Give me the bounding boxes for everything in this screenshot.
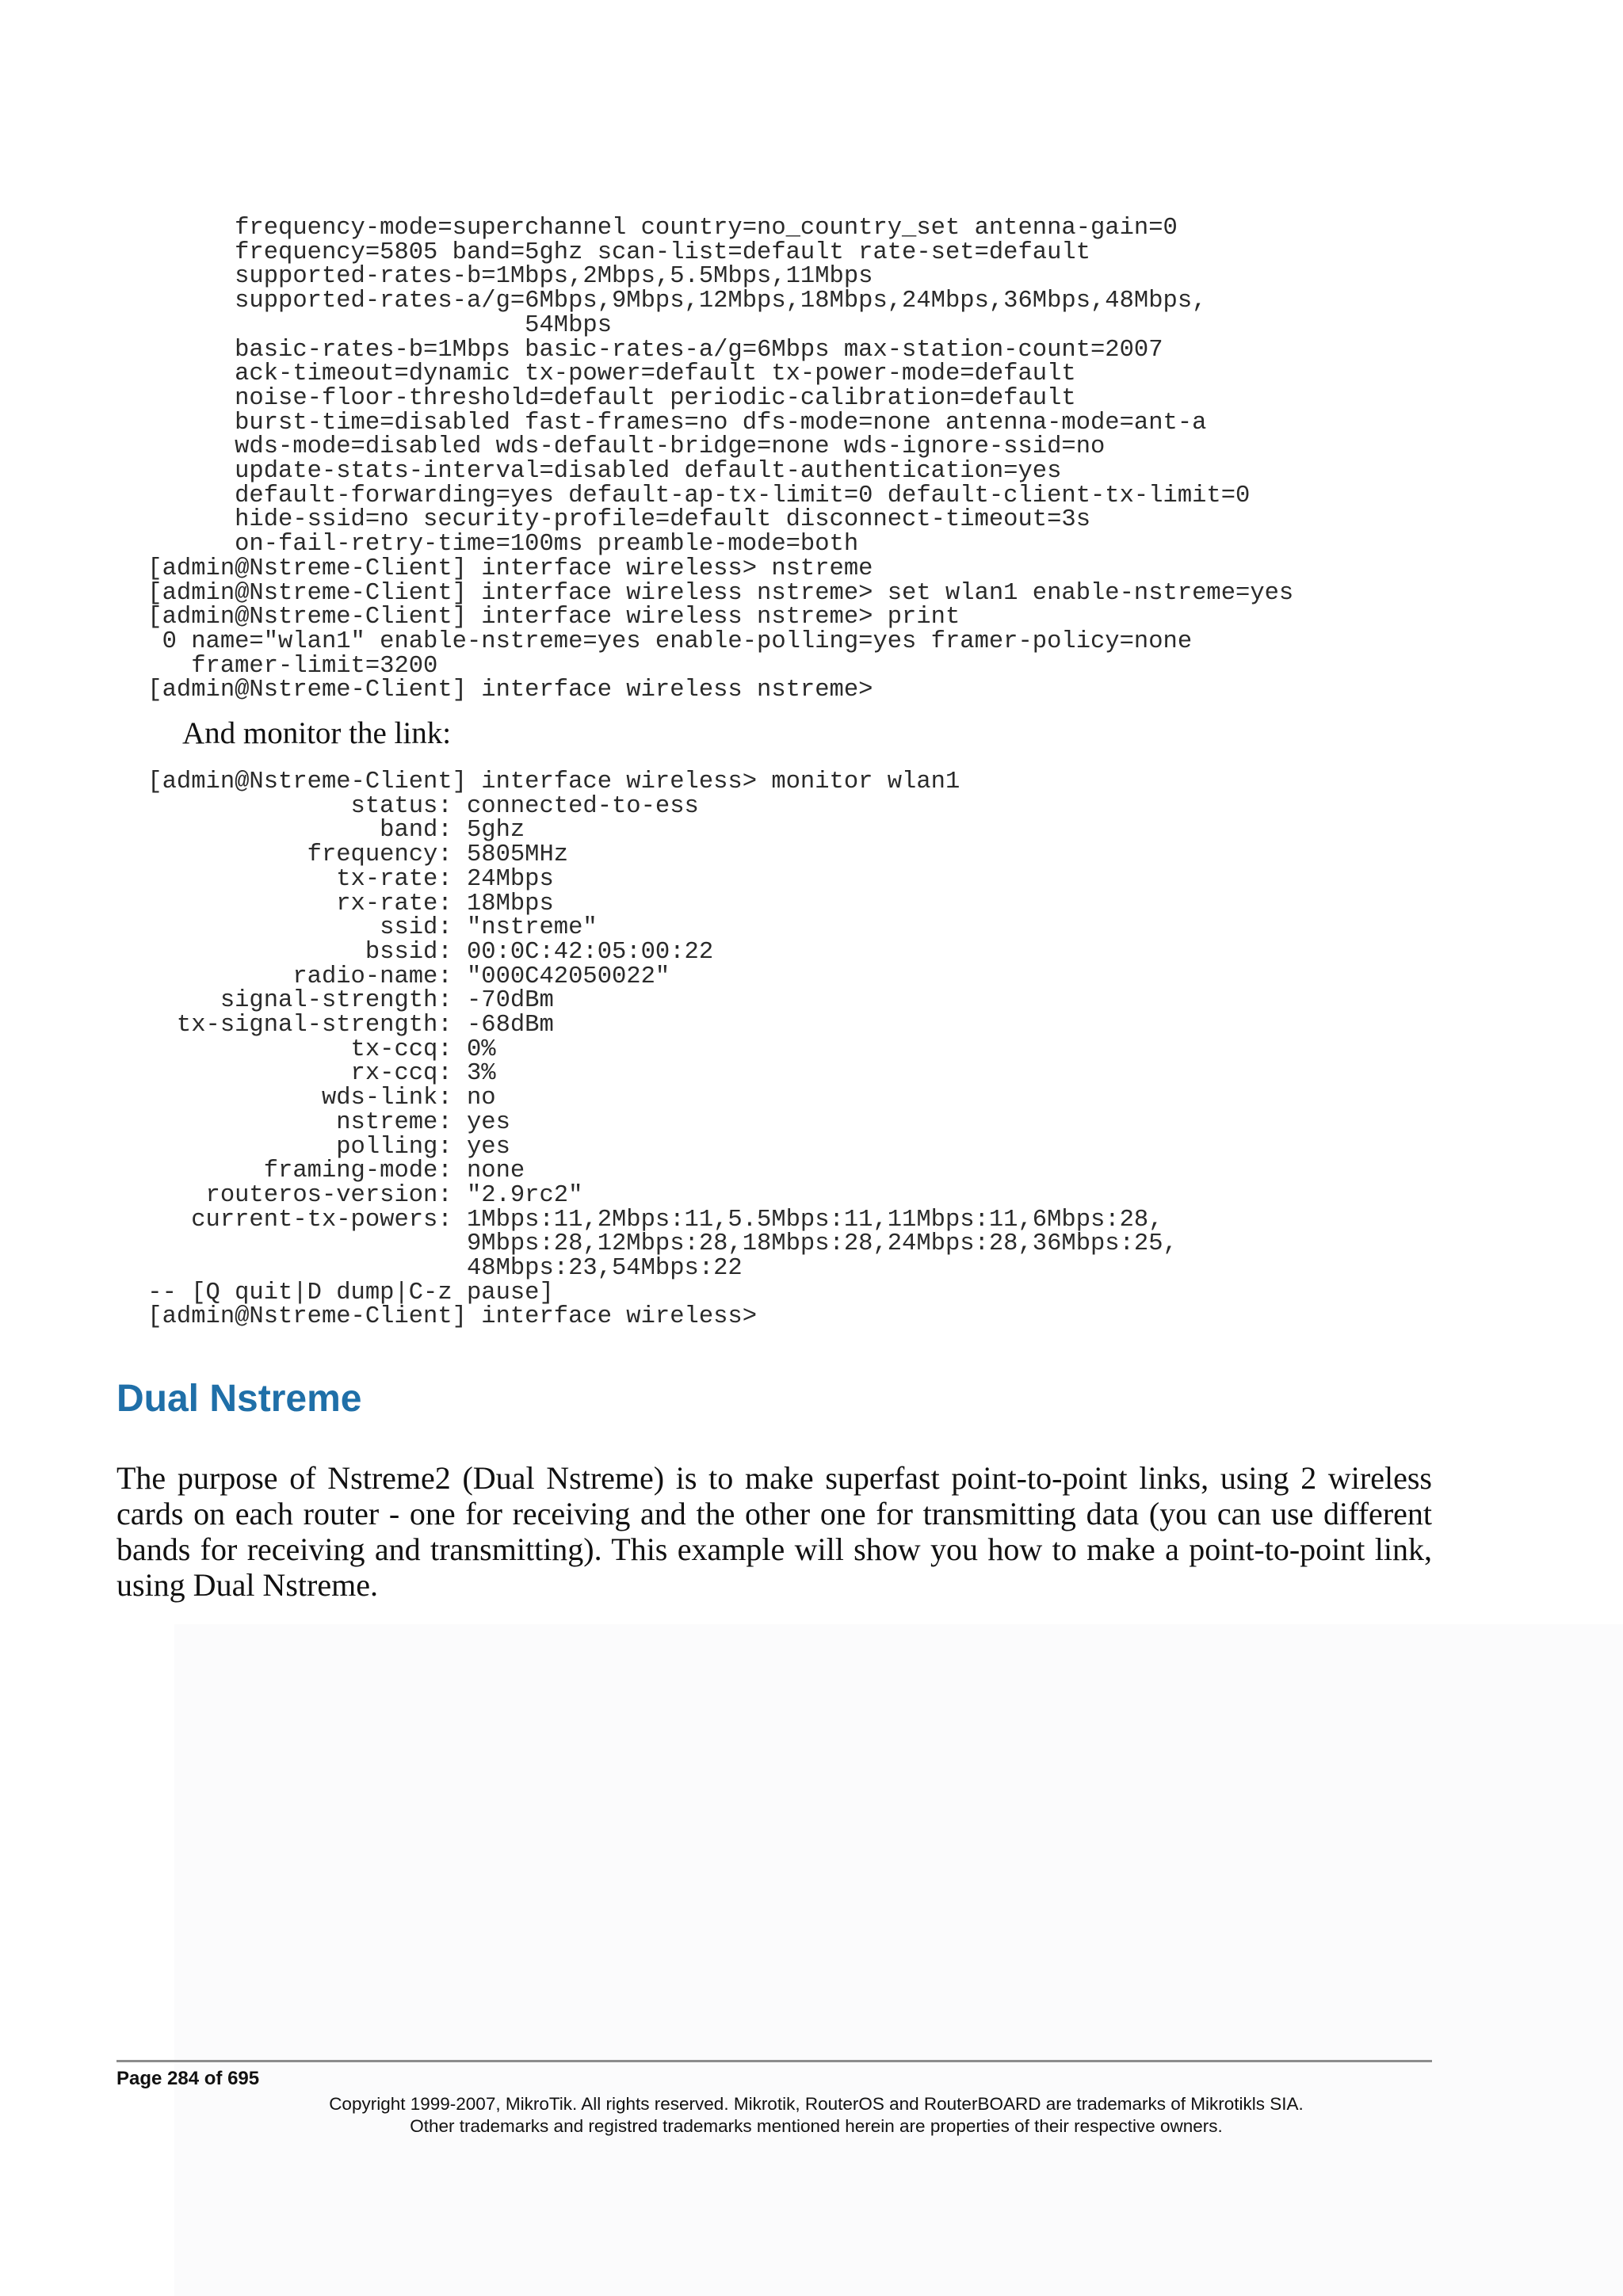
copyright-line-1: Copyright 1999-2007, MikroTik. All rights reserved. Mikrotik, RouterOS and RouterBOARD are trademarks of Mikrotikls SIA. [329,2094,1304,2114]
page-background-shade [174,1624,1623,2296]
page-number: Page 284 of 695 [116,2068,260,2089]
section-heading-dual-nstreme: Dual Nstreme [116,1378,362,1420]
terminal-output-config: frequency-mode=superchannel country=no_country_set antenna-gain=0 frequency=5805 band=5ghz scan-list=default rate-set=default supported-rates-b=1Mbps,2Mbps,5.5Mbps,11Mbps supported-rates-a/g=6Mbps,9Mbps,12Mbps,18Mbps,24Mbps,36Mbps,48Mbps, 54Mbps basic-rates-b=1Mbps basic-rates-a/g=6Mbps max-station-count=2007 ack-timeout=dynamic tx-power=default tx-power-mode=default noise-floor-threshold=default periodic-calibration=default burst-time=disabled fast-frames=no dfs-mode=none antenna-mode=ant-a wds-mode=disabled wds-default-bridge=none wds-ignore-ssid=no update-stats-interval=disabled default-authentication=yes default-forwarding=yes default-ap-tx-limit=0 default-client-tx-limit=0 hide-ssid=no security-profile=default disconnect-timeout=3s on-fail-retry-time=100ms preamble-mode=both [admin@Nstreme-Client] interface wireless> nstreme [admin@Nstreme-Client] interface wireless nstreme> set wlan1 enable-nstreme=yes [admin@Nstreme-Client] interface wireless nstreme> print 0 name="wlan1" enable-nstreme=yes enable-polling=yes framer-policy=none framer-limit=3200 [admin@Nstreme-Client] interface wireless nstreme> [147,215,1294,704]
copyright-notice [116,2093,1516,2138]
terminal-output-monitor: [admin@Nstreme-Client] interface wireless> monitor wlan1 status: connected-to-ess band: 5ghz frequency: 5805MHz tx-rate: 24Mbps rx-rate: 18Mbps ssid: "nstreme" bssid: 00:0C:42:05:00:22 radio-name: "000C42050022" signal-strength: -70dBm tx-signal-strength: -68dBm tx-ccq: 0% rx-ccq: 3% wds-link: no nstreme: yes polling: yes framing-mode: none routeros-version: "2.9rc2" current-tx-powers: 1Mbps:11,2Mbps:11,5.5Mbps:11,11Mbps:11,6Mbps:28, 9Mbps:28,12Mbps:28,18Mbps:28,24Mbps:28,36Mbps:25, 48Mbps:23,54Mbps:22 -- [Q quit|D dump|C-z pause] [admin@Nstreme-Client] interface wireless> [147,769,1178,1331]
copyright-line-2: Other trademarks and registred trademarks mentioned herein are properties of their respective owners. [410,2116,1223,2136]
footer-divider [116,2060,1432,2062]
dual-nstreme-paragraph: The purpose of Nstreme2 (Dual Nstreme) is to make superfast point-to-point links, using 2 wireless cards on each router - one for receiving and the other one for transmitting data (you can use different bands for receiving and transmitting). This example will show you how to make a point-to-point link, using Dual Nstreme. [116,1460,1432,1603]
monitor-intro-text: And monitor the link: [182,716,452,750]
